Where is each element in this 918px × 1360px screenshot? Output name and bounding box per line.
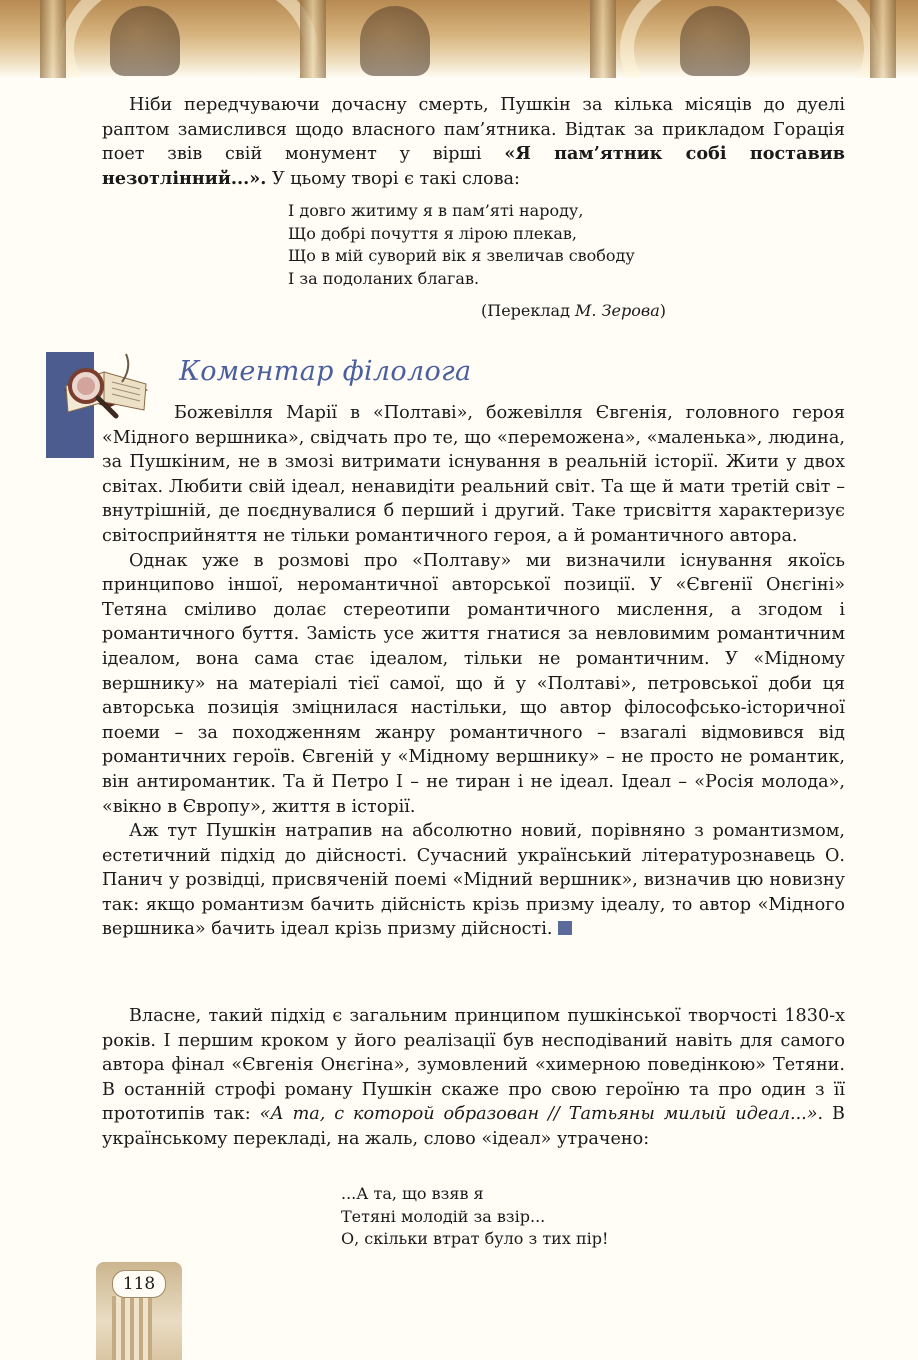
verse-line: ...А та, що взяв я bbox=[341, 1184, 484, 1203]
comment-paragraph-text: Аж тут Пушкін натрапив на абсолютно новий, порівняно з романтизмом, естетичний підхід до дійсності. Сучасний український літературознавець О. Панич у розвідці, присвяченій поемі «Мідний вершник», визначив цю новизну так: якщо романтизм бачить дійсність крізь призму ідеалу, то автор «Мідного вершника» бачить ідеал крізь призму дійсності. bbox=[102, 821, 845, 940]
intro-paragraph bbox=[102, 93, 845, 191]
header-illustration bbox=[0, 0, 918, 78]
translator-name: М. Зерова bbox=[575, 301, 660, 320]
comment-paragraph: Однак уже в розмові про «Полтаву» ми визначили існування якоїсь принципово іншої, неромантичної авторської позиції. У «Євгенії Онєгіні» Тетяна сміливо долає стереотипи романтичного мислення, а згодом і романтичного буття. Замість усе життя гнатися за невловимим романтичним ідеалом, вона сама стає ідеалом, тільки не романтичним. У «Мідному вершнику» на матеріалі тієї самої, що й у «Полтаві», петровської доби ця авторська позиція зміцнилася настільки, що автор філософсько-історичної поеми – за походженням жанру романтичного – взагалі відмовився від романтичних героїв. Євгеній у «Мідному вершнику» – не просто не романтик, він антиромантик. Та й Петро І – не тиран і не ідеал. Ідеал – «Росія молода», «вікно в Європу», життя в історії. bbox=[102, 550, 845, 817]
column-decoration bbox=[870, 0, 896, 78]
verse-line: І довго житиму я в пам’яті народу, bbox=[288, 201, 584, 220]
column-decoration bbox=[590, 0, 616, 78]
intro-text-end: У цьому творі є такі слова: bbox=[266, 168, 520, 189]
statue-decoration bbox=[360, 6, 430, 76]
page-number: 118 bbox=[112, 1270, 166, 1298]
comment-paragraph: Божевілля Марії в «Полтаві», божевілля Євгенія, головного героя «Мідного вершника», свідчать про те, що «переможена», «маленька», людина, за Пушкіним, не в змозі витримати існування в реальній історії. Жити у двох світах. Любити свій ідеал, ненавидіти реальний світ. Та ще й мати третій світ – внутрішній, де поєднувалися б перший і другий. Таке трисвіття характеризує світосприйняття не тільки романтичного героя, а й романтичного автора. bbox=[102, 403, 845, 546]
comment-paragraph-last bbox=[102, 819, 845, 942]
arch-decoration bbox=[60, 0, 318, 78]
end-of-section-square-icon bbox=[558, 921, 572, 935]
attribution-prefix: (Переклад bbox=[481, 301, 576, 320]
verse-line: Що в мій суворий вік я звеличав свободу bbox=[288, 246, 635, 266]
poem-title: «Я пам’ятник собі поставив незотлінний...». bbox=[102, 143, 845, 189]
verse-line: І за подоланих благав. bbox=[288, 268, 480, 288]
verse-block-2 bbox=[341, 1183, 608, 1251]
verse-line: Що добрі почуття я лірою плекав, bbox=[288, 223, 577, 243]
main-paragraph-2 bbox=[102, 1004, 845, 1152]
verse-line: О, скільки втрат було з тих пір! bbox=[341, 1229, 609, 1249]
translation-attribution bbox=[481, 301, 666, 320]
statue-decoration bbox=[680, 6, 750, 76]
column-decoration bbox=[40, 0, 66, 78]
verse-block-1 bbox=[288, 200, 635, 290]
comment-body bbox=[102, 401, 845, 942]
statue-decoration bbox=[110, 6, 180, 76]
attribution-suffix: ) bbox=[659, 301, 666, 320]
russian-quote: «А та, с которой образован // Татьяны милый идеал...» bbox=[259, 1104, 818, 1125]
intro-text: Ніби передчуваючи дочасну смерть, Пушкін за кілька місяців до дуелі раптом замислився щодо власного пам’ятника. Відтак за прикладом Горація поет звів свій монумент у вірші bbox=[102, 95, 845, 165]
comment-title: Коментар філолога bbox=[179, 356, 472, 387]
pillar-decoration bbox=[112, 1296, 152, 1360]
paragraph-2-text-end: . В українському перекладі, на жаль, слово «ідеал» утрачено: bbox=[102, 1104, 845, 1149]
verse-line: Тетяні молодій за взір... bbox=[341, 1206, 546, 1226]
paragraph-2-text: Власне, такий підхід є загальним принципом пушкінської творчості 1830-х років. І першим кроком у його реалізації був несподіваний навіть для самого автора фінал «Євгенія Онєгіна», зумовлений «химерною поведінкою» Тетяни. В останній строфі роману Пушкін скаже про свою героїню та про один з її прототипів так: bbox=[102, 1006, 845, 1125]
column-decoration bbox=[300, 0, 326, 78]
